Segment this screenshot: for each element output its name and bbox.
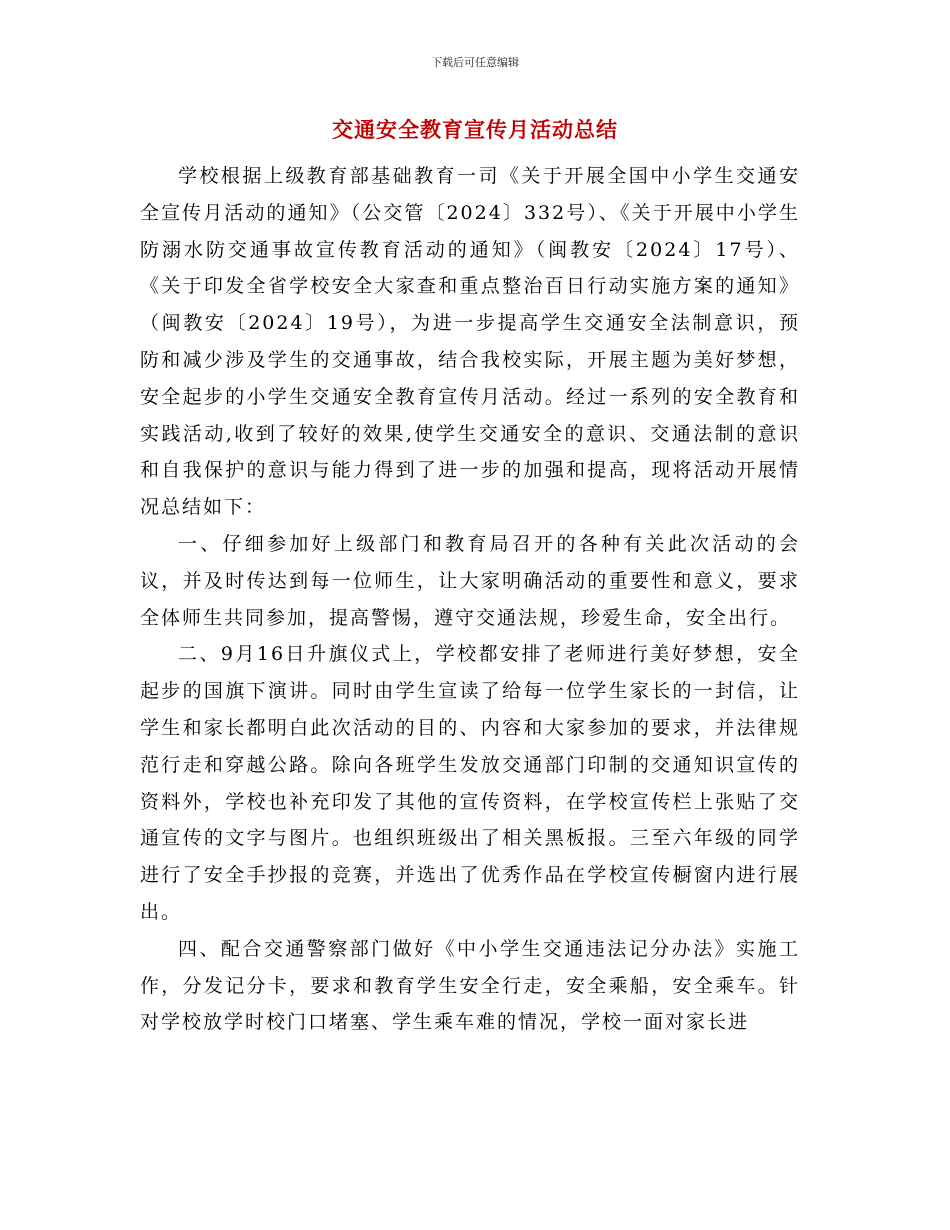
- document-body: [140, 158, 800, 1041]
- paragraph-section-2: 二、9月16日升旗仪式上，学校都安排了老师进行美好梦想，安全起步的国旗下演讲。同时由学生宣读了给每一位学生家长的一封信，让学生和家长都明白此次活动的目的、内容和大家参加的要求，并法律规范行走和穿越公路。除向各班学生发放交通部门印制的交通知识宣传的资料外，学校也补充印发了其他的宣传资料，在学校宣传栏上张贴了交通宣传的文字与图片。也组织班级出了相关黑板报。三至六年级的同学进行了安全手抄报的竞赛，并选出了优秀作品在学校宣传橱窗内进行展出。: [140, 643, 800, 923]
- paragraph-section-4: 四、配合交通警察部门做好《中小学生交通违法记分办法》实施工作，分发记分卡，要求和教育学生安全行走，安全乘船，安全乘车。针对学校放学时校门口堵塞、学生乘车难的情况，学校一面对家长进: [140, 937, 800, 1034]
- page-header: 下载后可任意编辑: [431, 56, 519, 69]
- document-title: 交通安全教育宣传月活动总结: [332, 117, 618, 142]
- paragraph-section-1: 一、仔细参加好上级部门和教育局召开的各种有关此次活动的会议，并及时传达到每一位师生，让大家明确活动的重要性和意义，要求全体师生共同参加，提高警惕，遵守交通法规，珍爱生命，安全出行。: [140, 532, 800, 629]
- paragraph-intro: 学校根据上级教育部基础教育一司《关于开展全国中小学生交通安全宣传月活动的通知》（公交管〔2024〕332号）、《关于开展中小学生防溺水防交通事故宣传教育活动的通知》（闽教安〔2024〕17号）、《关于印发全省学校安全大家查和重点整治百日行动实施方案的通知》（闽教安〔2024〕19号），为进一步提高学生交通安全法制意识，预防和减少涉及学生的交通事故，结合我校实际，开展主题为美好梦想，安全起步的小学生交通安全教育宣传月活动。经过一系列的安全教育和实践活动,收到了较好的效果,使学生交通安全的意识、交通法制的意识和自我保护的意识与能力得到了进一步的加强和提高，现将活动开展情况总结如下：: [140, 165, 800, 519]
